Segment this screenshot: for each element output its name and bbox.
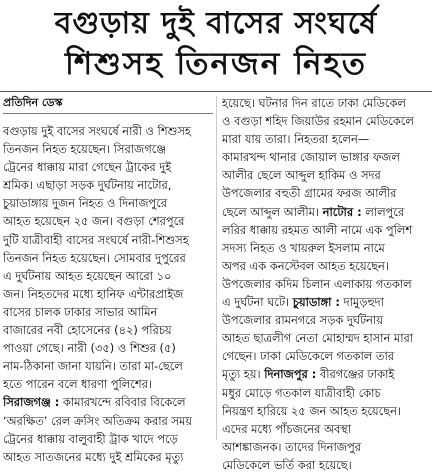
section-label-chuadanga: চুয়াডাঙ্গা : [292, 295, 340, 310]
body-line: মারা যায় তারা। নিহতরা হলেন— [222, 132, 370, 147]
byline-rule [3, 113, 213, 114]
body-line: সদস্য নিহত ও খায়রুল ইসলাম নামে [222, 240, 385, 255]
body-text: বীরগঞ্জের ঢাকাই [316, 367, 395, 382]
body-text: মৃত্যু হয়। [222, 367, 261, 382]
body-line: কামারখন্দ থানার জোয়াল ভাঙ্গার ফজল [222, 150, 400, 165]
body-line: এ দুর্ঘটনায় আহত হয়েছেন আরো ১০ [3, 268, 172, 283]
body-line: হতে পারেন বলে ধারণা পুলিশের। [3, 377, 152, 392]
body-line: ট্রেনের ধাক্কায় মারা গেছেন ট্রাকের দুই [3, 160, 172, 175]
body-line: নিয়ন্ত্রণ হারিয়ে ২৫ জন আহত হয়েছেন। [222, 403, 401, 418]
body-line: অপর এক কনস্টেবল আহত হয়েছেন। [222, 258, 389, 273]
body-line: চুয়াডাঙ্গায় দুজন নিহত ও দিনাজপুরে [3, 196, 167, 211]
body-line: আশঙ্কাজনক। তাদের দিনাজপুর [222, 439, 361, 454]
body-line: বাসের চালক ঢাকার সাভার আমিন [3, 304, 158, 319]
body-line: উপজেলার কদিম চিলান এলাকায় গতকাল [222, 276, 412, 291]
column-divider [216, 96, 217, 440]
body-line: পাওয়া গেছে। নারী (৩৫) ও শিশুর (৫) [3, 341, 176, 356]
body-line: মধুর মোড়ে গতকাল যাত্রীবাহী কোচ [222, 385, 381, 400]
headline [0, 4, 432, 84]
body-text: এ দুর্ঘটনা ঘটে। [222, 295, 290, 310]
article-column-right [222, 94, 428, 474]
body-line: তিনজন নিহত হয়েছেন। সিরাজগঞ্জে [3, 142, 166, 157]
body-line: নাম-ঠিকানা জানা যায়নি। তারা মা-ছেলে [3, 359, 183, 374]
section-label-sirajganj: সিরাজগঞ্জ : [3, 395, 60, 410]
body-line: জন। নিহতদের মধ্যে হানিফ এন্টারপ্রাইজ [3, 286, 184, 301]
section-sirajganj [3, 393, 213, 411]
section-label-dinajpur: দিনাজপুর : [264, 367, 317, 382]
body-text: ছেলে আব্দুল আলীম। [222, 204, 320, 219]
body-line: আহত হয়েছেন ২৫ জন। বগুড়া শেরপুরে [3, 214, 185, 229]
body-line: লরির ধাক্কায় রহমত আলী নামে এক পুলিশ [222, 222, 413, 237]
body-line: গেছেন। ঢাকা মেডিকেলে গতকাল তার [222, 349, 395, 364]
body-line: দুটি যাত্রীবাহী বাসের সংঘর্ষে নারী-শিশুসহ [3, 232, 189, 247]
byline: প্রতিদিন ডেস্ক [3, 96, 63, 109]
body-line: ট্রেনের ধাক্কায় বালুবাহী ট্রাক খাদে পড়ে [3, 431, 178, 446]
body-line: বগুড়ায় দুই বাসের সংঘর্ষে নারী ও শিশুসহ [3, 124, 191, 138]
body-line: এদের মধ্যে পাঁচজনের অবস্থা [222, 421, 352, 436]
section-chuadanga [222, 293, 428, 311]
body-text: কামারখন্দে রবিবার বিকেলে [59, 395, 186, 410]
body-line: উপজেলার রামনগরে সড়ক দুর্ঘটনায় [222, 313, 383, 328]
body-line: আহত সাতজনের মধ্যে দুই শ্রমিকের মৃত্যু [3, 449, 184, 464]
section-dinajpur [222, 365, 428, 383]
body-text: লালপুরে [361, 204, 405, 219]
body-line: ‘অরক্ষিত’ রেল ক্রসিং অতিক্রম করার সময় [3, 413, 192, 428]
body-line: আলীর ছেলে আব্দুল হাকিম ও সদর [222, 168, 381, 183]
article-column-left [3, 122, 213, 466]
section-label-natore: নাটোর : [322, 204, 362, 219]
body-line: তিনজন নিহত হয়েছেন। সোমবার দুপুরের [3, 250, 186, 265]
headline-line-1: বগুড়ায় দুই বাসের সংঘর্ষে [54, 6, 378, 41]
section-natore [222, 203, 428, 221]
headline-rule [0, 91, 432, 92]
body-line: শ্রমিক। এছাড়া সড়ক দুর্ঘটনায় নাটোর, [3, 178, 172, 193]
headline-line-2: শিশুসহ তিনজন নিহত [64, 46, 368, 82]
body-text: দামুড়হুদা [340, 295, 384, 310]
body-line: আহত ছাত্রলীগ নেতা মোহাম্মদ হাসান মারা [222, 331, 414, 346]
body-line: মেডিকেলে ভর্তি করা হয়েছে। [222, 457, 352, 472]
body-line: উপজেলার বহুতী গ্রামের ফরজ আলীর [222, 186, 397, 201]
body-line: হয়েছে। ঘটনার দিন রাতে ঢাকা মেডিকেল [222, 96, 406, 110]
body-line: বাজারের নবী হোসেনের (৪২) পরিচয় [3, 323, 172, 338]
body-line: ও বগুড়া শহিদ জিয়াউর রহমান মেডিকেলে [222, 114, 414, 129]
